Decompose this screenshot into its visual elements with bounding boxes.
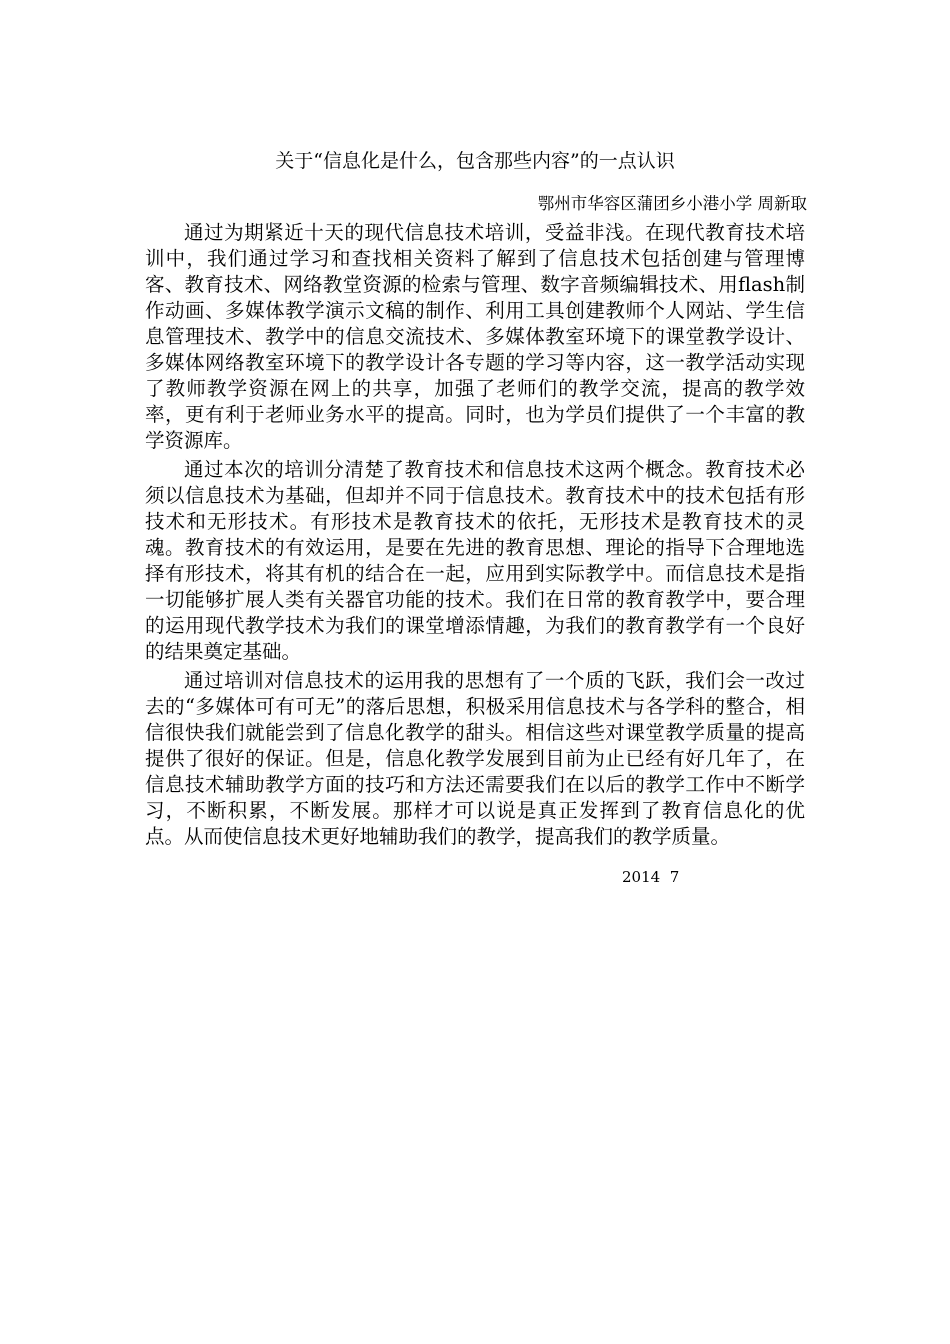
document-body: [145, 220, 805, 853]
paragraph-3: 通过培训对信息技术的运用我的思想有了一个质的飞跃，我们会一改过去的“多媒体可有可无”的落后思想，积极采用信息技术与各学科的整合，相信很快我们就能尝到了信息化教学的甜头。相信这些对课堂教学质量的提高提供了很好的保证。但是，信息化教学发展到目前为止已经有好几年了，在信息技术辅助教学方面的技巧和方法还需要我们在以后的教学工作中不断学习，不断积累，不断发展。那样才可以说是真正发挥到了教育信息化的优点。从而使信息技术更好地辅助我们的教学，提高我们的教学质量。: [145, 669, 805, 848]
paragraph-2: 通过本次的培训分清楚了教育技术和信息技术这两个概念。教育技术必须以信息技术为基础，但却并不同于信息技术。教育技术中的技术包括有形技术和无形技术。有形技术是教育技术的依托，无形技术是教育技术的灵魂。教育技术的有效运用，是要在先进的教育思想、理论的指导下合理地选择有形技术，将其有机的结合在一起，应用到实际教学中。而信息技术是指一切能够扩展人类有关器官功能的技术。我们在日常的教育教学中，要合理的运用现代教学技术为我们的课堂增添情趣，为我们的教育教学有一个良好的结果奠定基础。: [145, 458, 805, 663]
document-date: 2014 7: [622, 868, 680, 886]
paragraph-1: 通过为期紧近十天的现代信息技术培训，受益非浅。在现代教育技术培训中，我们通过学习和查找相关资料了解到了信息技术包括创建与管理博客、教育技术、网络教堂资源的检索与管理、数字音频编辑技术、用flash制作动画、多媒体教学演示文稿的制作、利用工具创建教师个人网站、学生信息管理技术、教学中的信息交流技术、多媒体教室环境下的课堂教学设计、多媒体网络教室环境下的教学设计各专题的学习等内容，这一教学活动实现了教师教学资源在网上的共享，加强了老师们的教学交流，提高的教学效率，更有利于老师业务水平的提高。同时，也为学员们提供了一个丰富的教学资源库。: [145, 221, 805, 452]
author-line: 鄂州市华容区蒲团乡小港小学 周新取: [537, 194, 807, 213]
document-title: 关于“信息化是什么，包含那些内容”的一点认识: [275, 150, 675, 172]
